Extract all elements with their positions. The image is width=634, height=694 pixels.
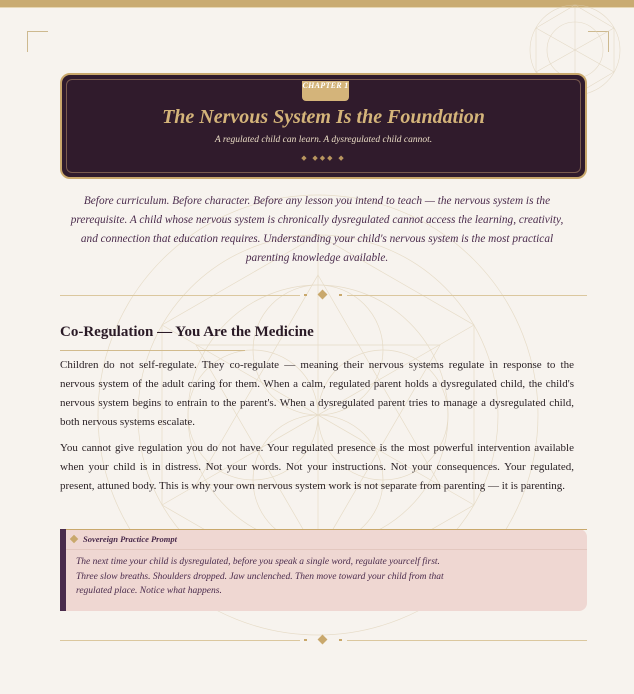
divider-diamond-icon [318, 635, 328, 645]
section-divider-top [60, 290, 587, 300]
section-divider-bottom [60, 635, 587, 645]
section-heading: Co-Regulation — You Are the Medicine [60, 324, 314, 340]
prompt-accent-bar [60, 529, 66, 611]
prompt-label: Sovereign Practice Prompt [83, 534, 177, 544]
body-paragraph-1: Children do not self-regulate. They co-regulate — meaning their nervous systems regulate in response to the nervous system of the adult caring for them. When a calm, regulated parent holds a dysregulated child, the child's nervous system begins to entrain to the parent's. When a dysregulated parent tries to manage a dysregulated child, both nervous systems escalate. [60, 359, 574, 428]
body-paragraph-2: You cannot give regulation you do not have. Your regulated presence is the most powerful intervention available when your child is in distress. Not your words. Not your instructions. Not your consequences. Your regulated, present, attuned body. This is why your own nervous system work is not separate from parenting — it is parenting. [60, 442, 574, 492]
chapter-label-tab: CHAPTER 1 [302, 81, 349, 101]
header-diamond-ornament: ◆ ◆◆◆ ◆ [301, 154, 346, 162]
corner-ornament-top-left [27, 31, 48, 52]
chapter-subtitle: A regulated child can learn. A dysregulated child cannot. [214, 135, 433, 145]
prompt-separator [66, 549, 587, 550]
prompt-text: The next time your child is dysregulated, before you speak a single word, regulate yourcelf first. Three slow breaths. Shoulders dropped. Jaw unclenched. Then move toward your child from that regulated place. Notice what happens. [76, 557, 444, 596]
chapter-title: The Nervous System Is the Foundation [162, 106, 485, 128]
top-accent-line [0, 7, 634, 8]
corner-ornament-top-right [588, 31, 609, 52]
section-heading-underline [60, 350, 245, 351]
divider-diamond-icon [318, 290, 328, 300]
chapter-header-card [60, 73, 587, 179]
intro-paragraph: Before curriculum. Before character. Before any lesson you intend to teach — the nervous system is the prerequisite. A child whose nervous system is chronically dysregulated cannot access the learning, creativity, and connection that education requires. Understanding your child's nervous system is the most practical parenting knowledge available. [70, 195, 564, 264]
top-accent-bar [0, 0, 634, 7]
prompt-top-line [66, 529, 587, 530]
